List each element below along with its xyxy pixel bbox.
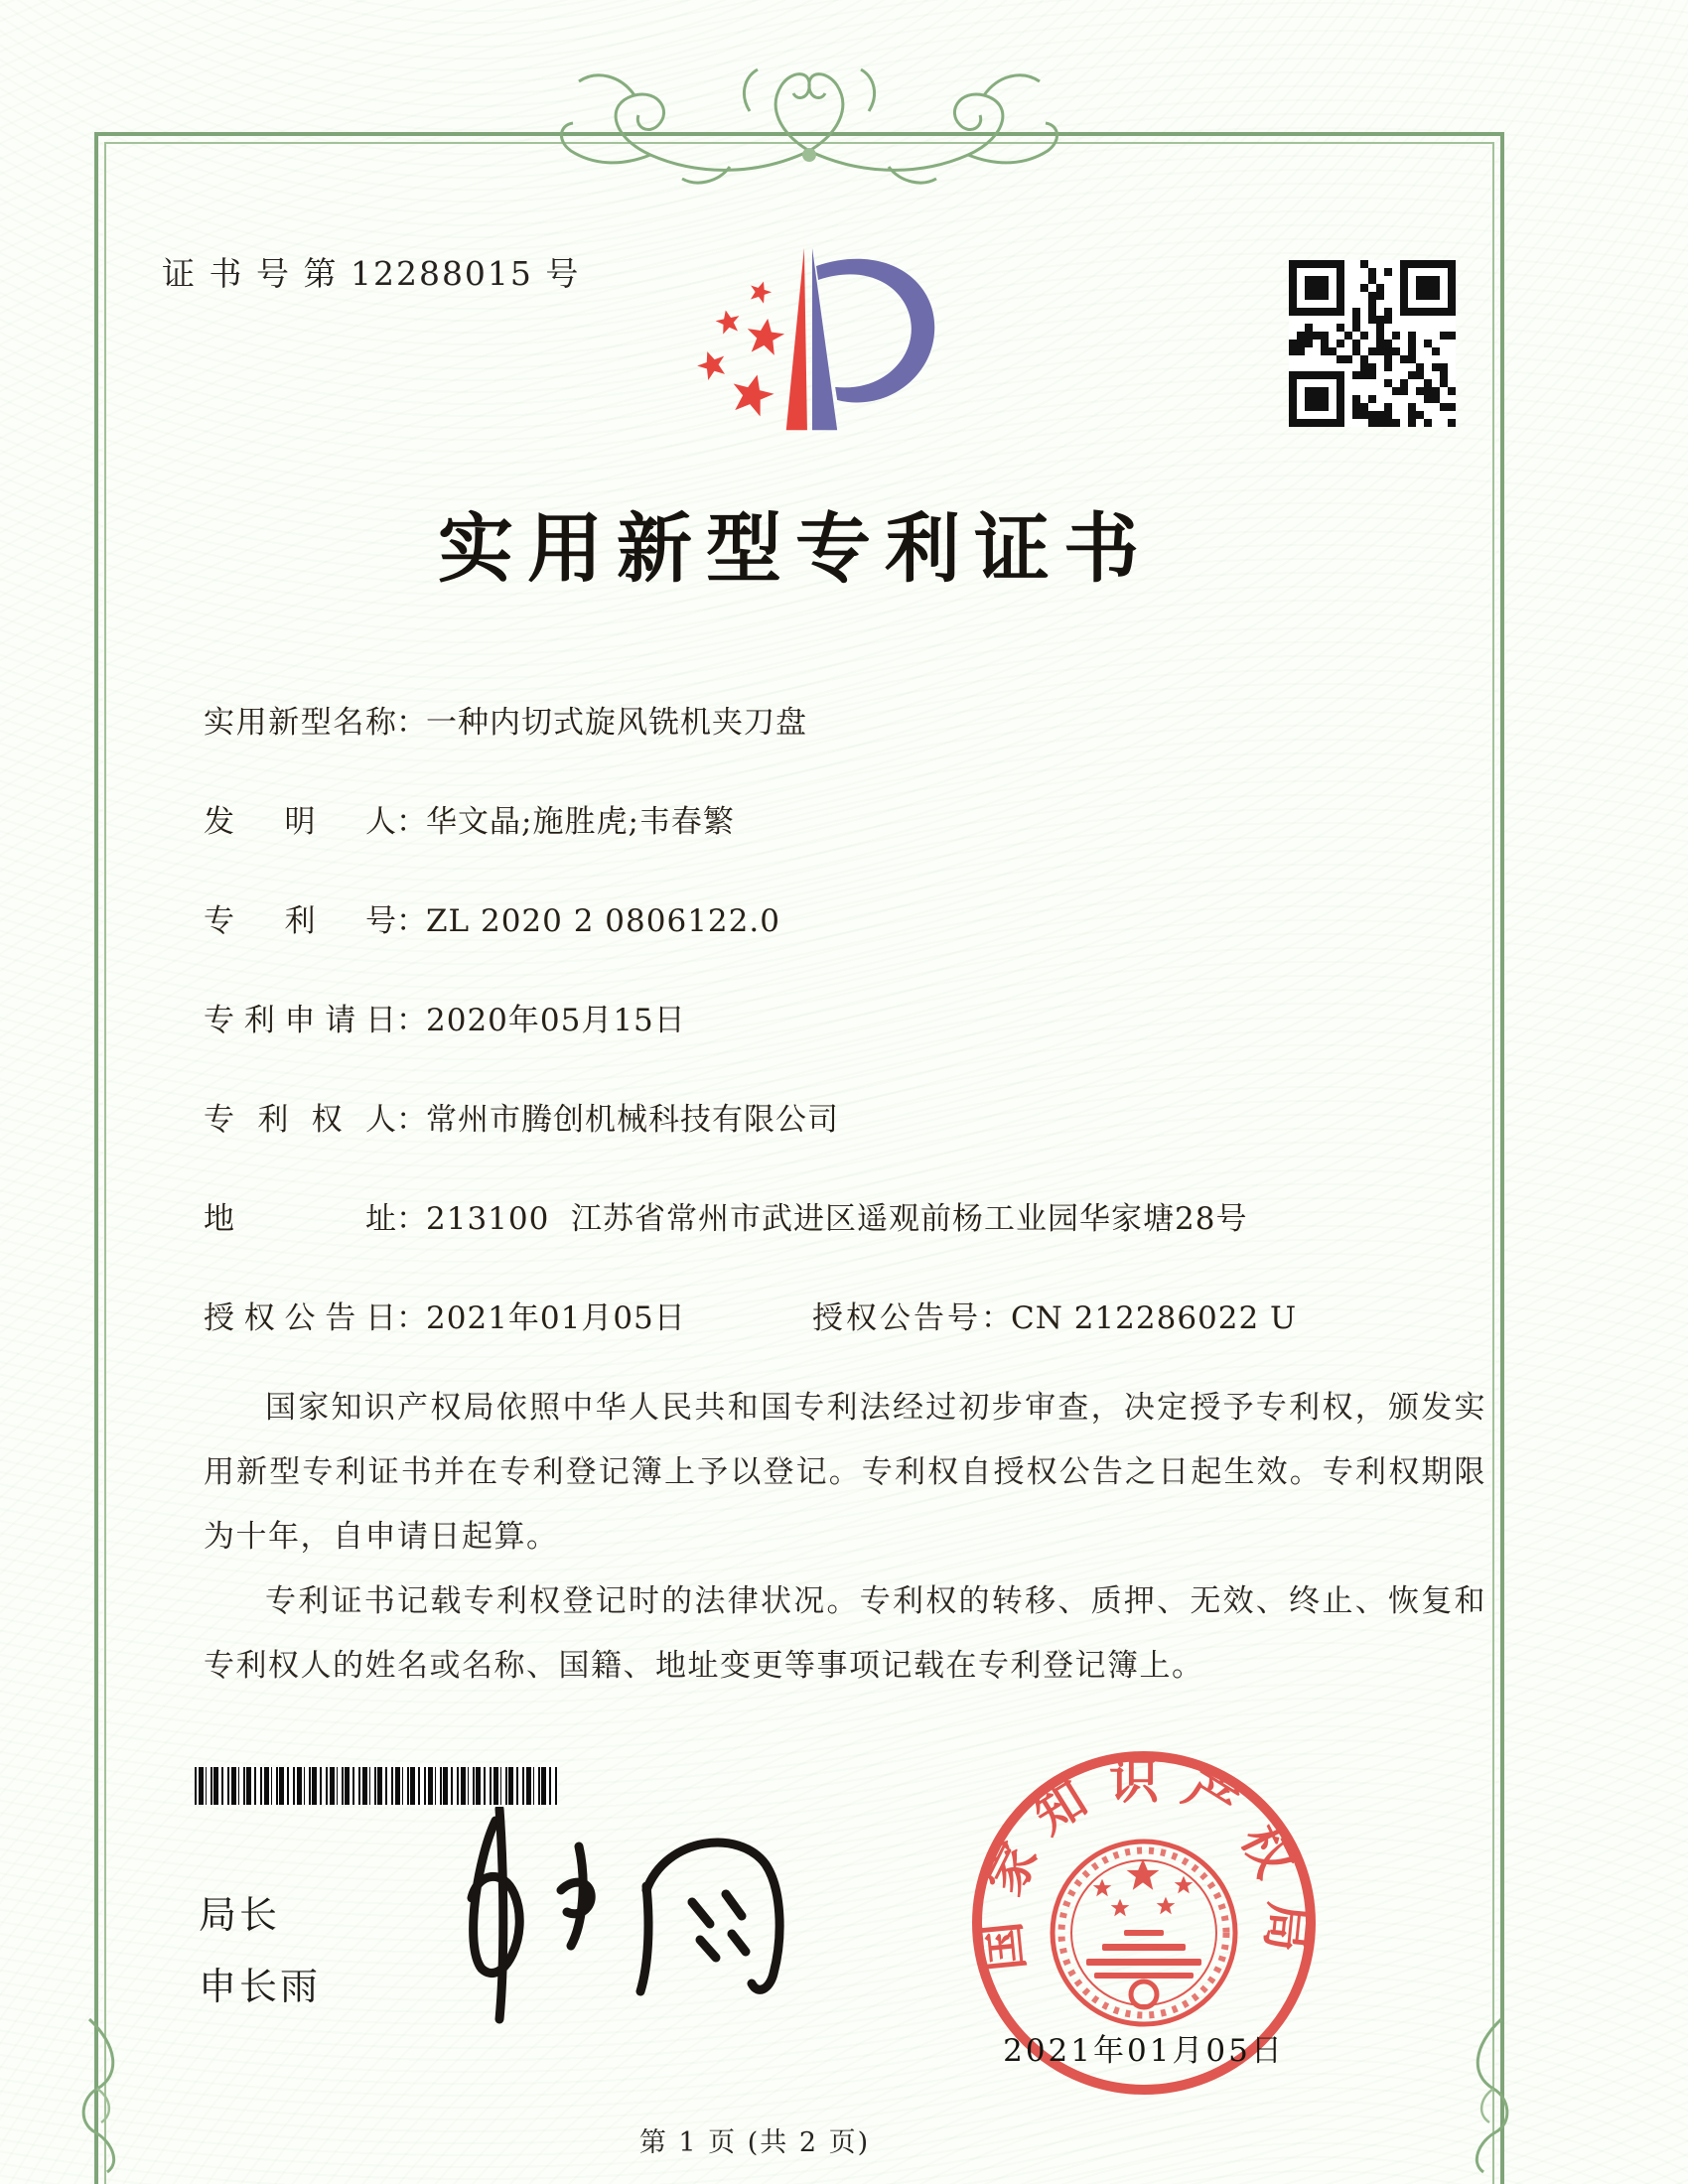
- field-value: 2020年05月15日: [426, 1003, 686, 1038]
- seal-date: 2021年01月05日: [1003, 2033, 1285, 2069]
- field-value: CN 212286022 U: [1011, 1300, 1298, 1336]
- field-colon: ：: [396, 1102, 427, 1138]
- field-colon: ：: [396, 804, 427, 840]
- field-row-inventor: [204, 796, 1486, 895]
- cnipa-red-seal: [945, 1712, 1342, 2139]
- field-value: 2021年01月05日: [426, 1300, 686, 1336]
- certificate-number: 证 书 号 第 12288015 号: [162, 254, 581, 293]
- field-colon: ：: [396, 1201, 427, 1237]
- field-colon: ：: [396, 1003, 427, 1038]
- field-value: 常州市腾创机械科技有限公司: [426, 1102, 839, 1138]
- legal-paragraph-2: 专利证书记载专利权登记时的法律状况。专利权的转移、质押、无效、终止、恢复和专利权人的姓名或名称、国籍、地址变更等事项记载在专利登记簿上。: [204, 1583, 1486, 1684]
- field-row-patent-number: [204, 895, 1486, 995]
- field-label: 专利号: [204, 903, 396, 939]
- field-row-address: [204, 1193, 1486, 1293]
- commissioner-signature: [412, 1807, 809, 2035]
- field-row-patentee: [204, 1094, 1486, 1193]
- floral-ornament-left-icon: [77, 2015, 127, 2174]
- field-value: 华文晶;施胜虎;韦春繁: [426, 804, 735, 840]
- seal-agency-text: 国家知识产权局: [969, 1750, 1319, 1975]
- field-colon: ：: [396, 705, 427, 741]
- field-label: 授权公告号: [812, 1300, 981, 1336]
- field-label: 地址: [204, 1201, 396, 1237]
- field-label: 实用新型名称: [204, 705, 396, 741]
- barcode: [195, 1767, 558, 1805]
- certificate-fields: [204, 697, 1486, 1392]
- field-colon: ：: [396, 903, 427, 939]
- certificate-title: 实用新型专利证书: [438, 504, 1153, 593]
- commissioner-name: 申长雨: [199, 1967, 322, 2008]
- commissioner-title: 局长: [199, 1895, 281, 1937]
- field-colon: ：: [396, 1300, 427, 1336]
- cnipa-logo-icon: [685, 238, 945, 437]
- field-label: 授权公告日: [204, 1300, 396, 1336]
- legal-paragraph-1: 国家知识产权局依照中华人民共和国专利法经过初步审查，决定授予专利权，颁发实用新型专利证书并在专利登记簿上予以登记。专利权自授权公告之日起生效。专利权期限为十年，自申请日起算。: [204, 1390, 1486, 1555]
- field-grant-number: [812, 1293, 1297, 1337]
- field-value: ZL 2020 2 0806122.0: [426, 903, 780, 939]
- qr-code: [1289, 260, 1456, 427]
- field-label: 专利权人: [204, 1102, 396, 1138]
- floral-ornament-top-icon: [501, 52, 1117, 201]
- legal-text: [204, 1376, 1486, 1699]
- field-colon: ：: [981, 1300, 1012, 1336]
- floral-ornament-right-icon: [1464, 2015, 1513, 2174]
- field-value: 一种内切式旋风铣机夹刀盘: [426, 705, 807, 741]
- field-value: 213100 江苏省常州市武进区遥观前杨工业园华家塘28号: [426, 1201, 1248, 1237]
- field-row-filing-date: [204, 995, 1486, 1094]
- field-label: 发明人: [204, 804, 396, 840]
- field-label: 专利申请日: [204, 1003, 396, 1038]
- field-row-name: [204, 697, 1486, 796]
- page-footer: 第 1 页 (共 2 页): [638, 2127, 871, 2158]
